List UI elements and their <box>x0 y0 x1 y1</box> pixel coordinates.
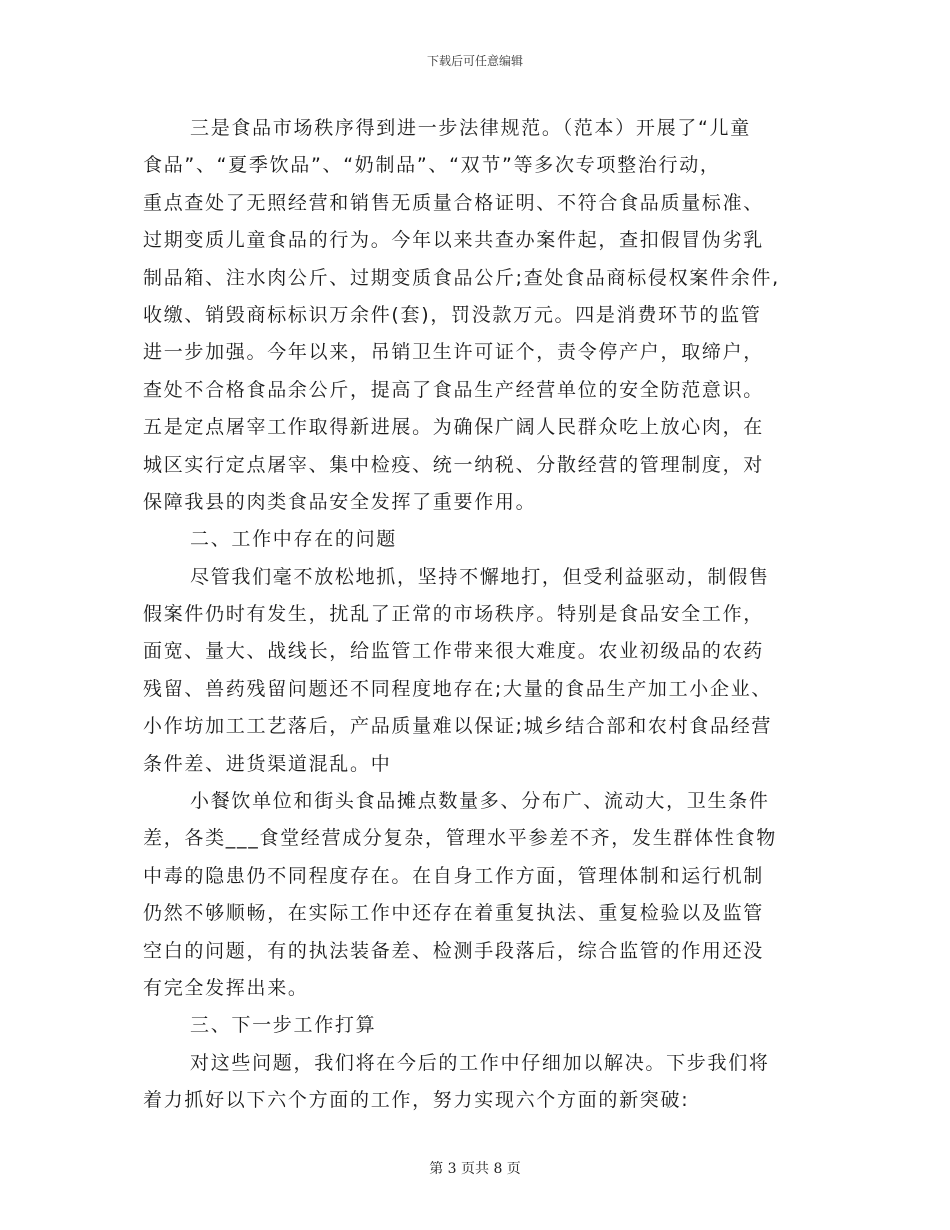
text-line: 进一步加强。今年以来，吊销卫生许可证个，责令停产户，取缔户， <box>143 341 765 364</box>
text-line: 中毒的隐患仍不同程度存在。在自身工作方面，管理体制和运行机制 <box>143 864 765 887</box>
text-line: 三是食品市场秩序得到进一步法律规范。（范本）开展了“儿童 <box>190 117 751 139</box>
text-line: 假案件仍时有发生，扰乱了正常的市场秩序。特别是食品安全工作， <box>143 603 765 626</box>
text-line: 面宽、量大、战线长，给监管工作带来很大难度。农业初级品的农药 <box>143 640 765 663</box>
page-number: 第 3 页共 8 页 <box>429 1161 521 1177</box>
text-line: 空白的问题，有的执法装备差、检测手段落后，综合监管的作用还没 <box>143 939 765 962</box>
document-body <box>143 110 815 1120</box>
text-line: 收缴、销毁商标标识万余件(套)，罚没款万元。四是消费环节的监管 <box>143 303 762 326</box>
text-line: 查处不合格食品余公斤，提高了食品生产经营单位的安全防范意识。 <box>143 378 765 401</box>
text-line: 条件差、进货渠道混乱。中 <box>143 752 392 775</box>
text-line: 仍然不够顺畅，在实际工作中还存在着重复执法、重复检验以及监管 <box>143 902 765 925</box>
text-line: 差，各类___食堂经营成分复杂，管理水平参差不齐，发生群体性食物 <box>143 827 777 850</box>
text-line: 着力抓好以下六个方面的工作，努力实现六个方面的新突破: <box>143 1089 690 1112</box>
text-line: 五是定点屠宰工作取得新进展。为确保广阔人民群众吃上放心肉，在 <box>143 416 765 439</box>
text-line: 尽管我们毫不放松地抓，坚持不懈地打，但受利益驱动，制假售 <box>190 565 770 588</box>
text-line: 对这些问题，我们将在今后的工作中仔细加以解决。下步我们将 <box>190 1051 770 1074</box>
text-line: 重点查处了无照经营和销售无质量合格证明、不符合食品质量标准、 <box>143 191 765 214</box>
text-line: 制品箱、注水肉公斤、过期变质食品公斤;查处食品商标侵权案件余件, <box>143 266 780 289</box>
section-heading: 三、下一步工作打算 <box>190 1014 377 1037</box>
text-line: 保障我县的肉类食品安全发挥了重要作用。 <box>143 490 537 513</box>
text-line: 残留、兽药残留问题还不同程度地存在;大量的食品生产加工小企业、 <box>143 677 773 700</box>
text-line: 小作坊加工工艺落后，产品质量难以保证;城乡结合部和农村食品经营 <box>143 715 773 738</box>
text-line: 食品”、“夏季饮品”、“奶制品”、“双节”等多次专项整治行动， <box>143 154 721 177</box>
text-line: 小餐饮单位和街头食品摊点数量多、分布广、流动大，卫生条件 <box>190 790 770 813</box>
page-header-note: 下载后可任意编辑 <box>426 54 523 68</box>
text-line: 城区实行定点屠宰、集中检疫、统一纳税、分散经营的管理制度，对 <box>143 453 765 476</box>
text-line: 有完全发挥出来。 <box>143 976 309 999</box>
text-line: 过期变质儿童食品的行为。今年以来共查办案件起，查扣假冒伪劣乳 <box>143 229 765 252</box>
section-heading: 二、工作中存在的问题 <box>190 528 398 551</box>
